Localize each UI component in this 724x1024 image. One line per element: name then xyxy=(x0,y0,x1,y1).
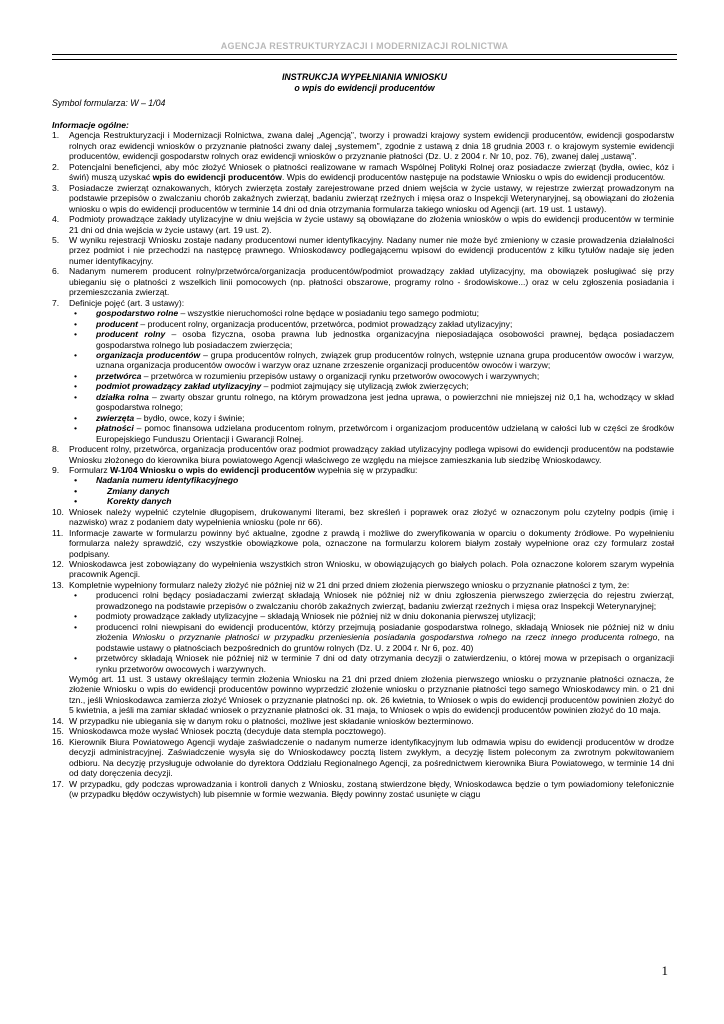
definition-text: – przetwórca w rozumieniu przepisów ustawy o organizacji rynku przetworów owocowych i warzywnych; xyxy=(141,370,540,381)
item-number: 16. xyxy=(52,736,64,747)
item-text: Wnioskodawca może wysłać Wniosek pocztą (decyduje data stempla pocztowego). xyxy=(69,726,387,737)
item-number: 12. xyxy=(52,559,64,570)
definition-text: – pomoc finansowa udzielana producentom rolnym, przetwórcom i organizacjom producentów udzielaną w całości lub w części ze środków Europejskiego Funduszu Orientacji i Gwarancji Rolnej. xyxy=(96,423,674,444)
article-note: Wymóg art. 11 ust. 3 ustawy określający termin złożenia Wniosku na 21 dni przed dniem złożenia pierwszego wniosku o przyznanie płatności oznacza, że złożenie Wniosku o wpis do ewidencji producentów powinno wyprzedzić złożenie wniosku o przyznanie płatności tego samego Wnioskodawcy min. o 21 dni tzn., jeśli Wnioskodawca zamierza złożyć Wniosek o przyznanie płatności np. ok. 26 kwietnia, to Wniosek o wpis do ewidencji producentów powinien złożyć do 5 kwietnia, a jeśli ma zamiar składać wniosek o przyznanie płatności ok. 31 maja, to Wniosek o wpis do ewidencji producentów powinien złożyć do 10 maja. xyxy=(69,674,674,716)
definition-text: – producent rolny, organizacja producentów, przetwórca, podmiot prowadzący zakład utylizacyjny; xyxy=(138,318,513,329)
header-rule-top xyxy=(52,54,677,55)
list-item xyxy=(52,183,674,214)
deadline-item: • przetwórcy składają Wniosek nie później niż w terminie 7 dni od daty otrzymania decyzji o zatwierdzeniu, o której mowa w przepisach o organizacji rynku przetworów owocowych i warzywnych. xyxy=(52,653,674,674)
list-item xyxy=(52,298,674,308)
definition-term: organizacja producentów xyxy=(96,349,201,360)
definition-item xyxy=(52,392,674,413)
item-number: 4. xyxy=(52,214,60,225)
item-number: 13. xyxy=(52,579,64,590)
list-item xyxy=(52,162,674,183)
item-text: . Wpis do ewidencji producentów następuje na podstawie Wniosku o wpis do ewidencji producentów. xyxy=(281,172,666,183)
definition-term: producent rolny xyxy=(96,329,166,340)
item-number: 2. xyxy=(52,161,60,172)
deadline-item xyxy=(52,622,674,653)
definition-item xyxy=(52,423,674,444)
instructions-body xyxy=(52,120,674,799)
definition-term: płatności xyxy=(96,423,134,434)
item-text: Producent rolny, przetwórca, organizacja producentów oraz podmiot prowadzący zakład utylizacyjny podlega wpisowi do ewidencji producentów na podstawie Wniosku złożonego do kierownika biura powiatowego Agencji właściwego ze względu na miejsce zamieszkania lub siedzibę Wnioskodawcy. xyxy=(69,444,674,465)
item-text: wypełnia się w przypadku: xyxy=(315,464,418,475)
definition-text: – wszystkie nieruchomości rolne będące w posiadaniu tego samego podmiotu; xyxy=(178,308,480,319)
item-text: Informacje zawarte w formularzu powinny być aktualne, zgodne z prawdą i możliwe do zweryfikowania w oparciu o dokumenty źródłowe. Po wypełnieniu formularza należy sprawdzić, czy wszystkie obowiązkowe pola, oznaczone na formularzu kolorem białym zostały wypełnione oraz czy formularz został podpisany. xyxy=(69,527,674,559)
deadline-text: , na podstawie ustawy o płatnościach bezpośrednich do gruntów rolnych (Dz. U. z 2004 r. Nr 6, poz. 40) xyxy=(96,632,674,653)
item-text: Wniosek należy wypełnić czytelnie długopisem, drukowanymi literami, bez skreśleń i poprawek oraz złożyć w oznaczonym polu czytelny podpis (imię i nazwisko) wraz z podaniem daty wypełnienia wniosku (pole nr 66). xyxy=(69,506,674,528)
item-number: 7. xyxy=(52,297,60,308)
item-text: Definicje pojęć (art. 3 ustawy): xyxy=(69,297,185,308)
definition-term: podmiot prowadzący zakład utylizacyjny xyxy=(96,381,262,392)
item-number: 10. xyxy=(52,506,64,517)
item-text: Kierownik Biura Powiatowego Agencji wydaje zaświadczenie o nadanym numerze identyfikacyjnym lub odmawia wpisu do ewidencji producentów w drodze decyzji administracyjnej. Zaświadczenie wysyła się do Wnioskodawcy pocztą listem zwykłym, a decyzję listem poleconym za zwrotnym pokwitowaniem odbioru. Na decyzję przysługuje odwołanie do dyrektora Oddziału Regionalnego Agencji, za pośrednictwem kierownika Biura Powiatowego, w terminie 14 dni od daty doręczenia decyzji. xyxy=(69,736,674,779)
item-number: 1. xyxy=(52,130,60,141)
definition-text: – podmiot zajmujący się utylizacją zwłok zwierzęcych; xyxy=(261,381,469,392)
item-text-bold: wpis do ewidencji producentów xyxy=(152,172,282,183)
list-item xyxy=(52,716,674,726)
case-item: • Korekty danych xyxy=(52,496,674,506)
definition-text: – grupa producentów rolnych, związek grup producentów rolnych, wstępnie uznana grupa producentów owoców i warzyw, uznana organizacja producentów owoców i warzyw oraz uznane zrzeszenie organizacji producentów owoców i warzyw; xyxy=(96,349,674,371)
case-item: • Nadania numeru identyfikacyjnego xyxy=(52,475,674,485)
list-item xyxy=(52,214,674,235)
deadline-text: producenci rolni niewpisani do ewidencji producentów, którzy przejmują posiadanie gospodarstwa rolnego, składają Wniosek nie później niż w dniu złożenia xyxy=(96,621,674,643)
item-text: Wnioskodawca jest zobowiązany do wypełnienia wszystkich stron Wniosku, w obowiązujących go białych polach. Pola oznaczone kolorem szarym wypełnia pracownik Agencji. xyxy=(69,559,674,580)
definition-item xyxy=(52,371,674,381)
list-item xyxy=(52,235,674,266)
list-item xyxy=(52,130,674,161)
item-text: Nadanym numerem producent rolny/przetwórca/organizacja producentów/podmiot prowadzący zakład utylizacyjny, ma obowiązek posługiwać się przy ubieganiu się o płatności z wszelkich linii pomocowych (np. płatności obszarowe, programy rolno - środowiskowe...) oraz w celu zgłoszenia posiadania i przemieszczania zwierząt. xyxy=(69,266,674,298)
item-text: W przypadku, gdy podczas wprowadzania i kontroli danych z Wniosku, zostaną stwierdzone błędy, Wnioskodawca będzie o tym powiadomiony telefonicznie (w przypadku błędów oczywistych) lub pisemnie w formie wezwania. Błędy powinny zostać usunięte w ciągu xyxy=(69,778,674,799)
list-item xyxy=(52,580,674,590)
definition-item xyxy=(52,413,674,423)
list-item xyxy=(52,726,674,736)
item-text-bold: W-1/04 Wniosku o wpis do ewidencji producentów xyxy=(110,464,316,475)
list-item xyxy=(52,507,674,528)
document-title xyxy=(52,72,677,94)
deadline-item: • producenci rolni będący posiadaczami zwierząt składają Wniosek nie później niż w dniu zgłoszenia pierwszego zwierzęcia do rejestru zwierząt, prowadzonego na podstawie przepisów o zwalczaniu chorób zakaźnych zwierząt, badaniu zwierząt rzeźnych i mięsa oraz Inspekcji Weterynaryjnej; xyxy=(52,590,674,611)
definition-text: – bydło, owce, kozy i świnie; xyxy=(134,412,245,423)
item-number: 15. xyxy=(52,726,64,737)
list-item xyxy=(52,737,674,779)
item-number: 9. xyxy=(52,464,60,475)
list-item xyxy=(52,444,674,465)
definition-term: przetwórca xyxy=(96,370,142,381)
item-text: Potencjalni beneficjenci, aby móc złożyć Wniosek o płatności realizowane w ramach Wspólnej Polityki Rolnej oraz posiadacze zwierząt (bydła, owiec, kóz i świń) muszą uzyskać xyxy=(69,161,674,183)
definition-term: gospodarstwo rolne xyxy=(96,308,179,319)
title-line-1: INSTRUKCJA WYPEŁNIANIA WNIOSKU xyxy=(281,72,448,82)
deadline-item: • podmioty prowadzące zakłady utylizacyjne – składają Wniosek nie później niż w dniu dokonania pierwszej utylizacji; xyxy=(52,611,674,621)
item-text: Kompletnie wypełniony formularz należy złożyć nie później niż w 21 dni przed dniem złożenia pierwszego wniosku o przyznanie płatności z tym, że: xyxy=(69,579,630,590)
definition-item xyxy=(52,319,674,329)
agency-header: AGENCJA RESTRUKTURYZACJI I MODERNIZACJI ROLNICTWA xyxy=(220,41,509,51)
form-symbol: Symbol formularza: W – 1/04 xyxy=(52,98,166,108)
item-text: Formularz xyxy=(69,464,111,475)
item-number: 8. xyxy=(52,444,60,455)
item-text: W przypadku nie ubiegania się w danym roku o płatności, możliwe jest składanie wniosków bezterminowo. xyxy=(69,715,474,726)
definition-item xyxy=(52,329,674,350)
section-title: Informacje ogólne: xyxy=(52,120,129,130)
definition-item xyxy=(52,308,674,318)
item-number: 6. xyxy=(52,266,60,277)
item-number: 14. xyxy=(52,715,64,726)
definition-item xyxy=(52,381,674,391)
deadline-text-italic: Wniosku o przyznanie płatności w przypadku przeniesienia posiadania gospodarstwa rolnego na rzecz innego producenta rolnego xyxy=(132,632,658,643)
definition-text: – osoba fizyczna, osoba prawna lub jednostka organizacyjna nieposiadająca osobowości prawnej, będąca posiadaczem gospodarstwa rolnego lub posiadaczem zwierzęcia; xyxy=(96,329,674,350)
page-number: 1 xyxy=(661,963,668,978)
title-line-2: o wpis do ewidencji producentów xyxy=(294,83,435,93)
list-item xyxy=(52,779,674,800)
header-rule-bottom xyxy=(52,59,677,60)
item-text: Podmioty prowadzące zakłady utylizacyjne w dniu wejścia w życie ustawy są obowiązane do złożenia wniosków o wpis do ewidencji producentów w terminie 21 dni od dnia wejścia w życie ustawy (art. 19 ust. 2). xyxy=(69,214,674,235)
item-text: Posiadacze zwierząt oznakowanych, których zwierzęta zostały zarejestrowane przed dniem wejścia w życie ustawy, w rejestrze zwierząt prowadzonym na podstawie przepisów o zwalczaniu chorób zakaźnych zwierząt, badaniu zwierząt rzeźnych i mięsa oraz o Inspekcji Weterynaryjnej, są obowiązani do złożenia wniosku o wpis do ewidencji producentów w terminie 14 dni od dnia otrzymania formularza takiego wniosku od Agencji (art. 19 ust. 1 ustawy). xyxy=(69,182,674,214)
definition-term: działka rolna xyxy=(96,391,149,402)
item-number: 5. xyxy=(52,234,60,245)
item-text: W wyniku rejestracji Wniosku zostaje nadany producentowi numer identyfikacyjny. Nadany numer nie może być zmieniony w czasie prowadzenia działalności przez podmiot i nie przechodzi na następcę prawnego. Wnioskodawcy podlegającemu wpisowi do ewidencji producentów z kilku tytułów nadaje się jeden numer identyfikacyjny. xyxy=(69,234,674,266)
list-item xyxy=(52,465,674,475)
item-text: Agencja Restrukturyzacji i Modernizacji Rolnictwa, zwana dalej „Agencją", tworzy i prowadzi krajowy system ewidencji producentów, ewidencji gospodarstw rolnych oraz ewidencji wniosków o przyznanie płatności zwany dalej „systemem", zgodnie z ustawą z dnia 18 grudnia 2003 r. o krajowym systemie ewidencji producentów, ewidencji gospodarstw rolnych oraz ewidencji wniosków o przyznanie płatności (Dz. U. z 2004 r. Nr 10, poz. 76), zwanej dalej „ustawą". xyxy=(69,130,674,162)
item-number: 17. xyxy=(52,778,64,789)
list-item xyxy=(52,266,674,297)
item-number: 11. xyxy=(52,527,64,538)
definition-term: zwierzęta xyxy=(96,412,135,423)
list-item xyxy=(52,559,674,580)
list-item xyxy=(52,528,674,559)
case-item: • Zmiany danych xyxy=(52,486,674,496)
definition-item xyxy=(52,350,674,371)
item-number: 3. xyxy=(52,182,60,193)
definition-term: producent xyxy=(96,318,139,329)
definition-text: – zwarty obszar gruntu rolnego, na którym prowadzona jest jedna uprawa, o powierzchni nie mniejszej niż 0,1 ha, wchodzący w skład gospodarstwa rolnego; xyxy=(96,391,675,413)
